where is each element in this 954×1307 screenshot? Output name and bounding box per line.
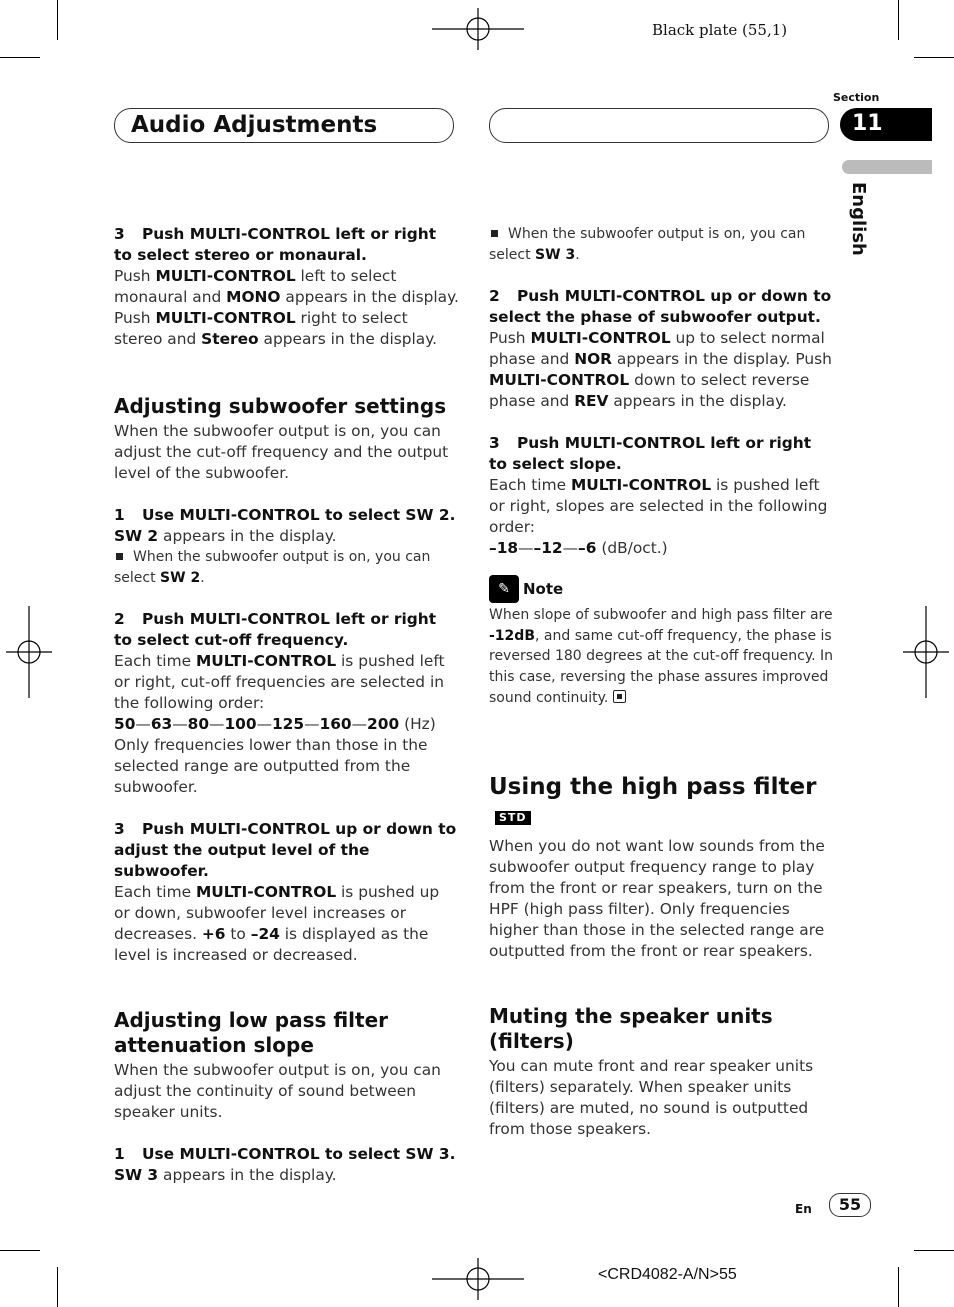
crop-mark: [898, 1267, 899, 1307]
slope-sequence: –18—–12—–6 (dB/oct.): [489, 539, 668, 558]
section-label: Section: [833, 91, 880, 104]
page-number-box: [829, 1193, 871, 1217]
step-heading: 3 Push MULTI-CONTROL left or right to select slope.: [489, 434, 812, 474]
language-label: English: [848, 182, 869, 256]
step-body: Each time MULTI-CONTROL is pushed up or down, subwoofer level increases or decreases. +6 to –24 is displayed as the level is increased or decreased.: [114, 883, 440, 965]
footer-language-code: En: [795, 1202, 812, 1216]
right-column: [489, 224, 834, 1140]
note-pencil-icon: ✎: [489, 575, 519, 603]
crop-mark: [57, 0, 58, 40]
crop-mark: [0, 1250, 40, 1251]
registration-mark-icon: [432, 6, 524, 52]
section-heading: Adjusting low pass filter attenuation slope: [114, 1008, 389, 1058]
step-body: Each time MULTI-CONTROL is pushed left or right, cut-off frequencies are selected in the following order:: [114, 652, 445, 713]
step-body: Only frequencies lower than those in the selected range are outputted from the subwoofer.: [114, 736, 428, 797]
crop-mark: [914, 57, 954, 58]
note-header: [489, 575, 834, 603]
bullet-item: When the subwoofer output is on, you can select SW 3.: [489, 226, 806, 263]
crop-mark: [914, 1250, 954, 1251]
std-badge: STD: [495, 811, 531, 825]
section-heading: Muting the speaker units (filters): [489, 1004, 773, 1054]
section-intro: When you do not want low sounds from the subwoofer output frequency range to play from the front or rear speakers, turn on the HPF (high pass filter). Only frequencies higher than those in the selected range are outputted from the front or rear speakers.: [489, 837, 825, 961]
section-intro: When the subwoofer output is on, you can adjust the continuity of sound between speaker units.: [114, 1061, 441, 1122]
registration-mark-icon: [903, 606, 949, 698]
step-heading: 2 Push MULTI-CONTROL left or right to select cut-off frequency.: [114, 610, 437, 650]
step-body: Push MULTI-CONTROL left to select monaural and MONO appears in the display. Push MULTI-CONTROL right to select stereo and Stereo appears in the display.: [114, 267, 459, 348]
frequency-sequence: 50—63—80—100—125—160—200 (Hz): [114, 715, 436, 734]
end-of-section-icon: [613, 690, 626, 703]
page-number: 55: [838, 1195, 862, 1214]
registration-mark-icon: [6, 606, 52, 698]
section-intro: You can mute front and rear speaker units (filters) separately. When speaker units (filters) are muted, no sound is outputted from those speakers.: [489, 1057, 814, 1139]
step-heading: 2 Push MULTI-CONTROL up or down to select the phase of subwoofer output.: [489, 287, 832, 327]
left-column: [114, 224, 459, 1186]
section-intro: When the subwoofer output is on, you can adjust the cut-off frequency and the output level of the subwoofer.: [114, 422, 449, 482]
note-body: When slope of subwoofer and high pass filter are -12dB, and same cut-off frequency, the phase is reversed 180 degrees at the cut-off frequency. In this case, reversing the phase assures improved sound continuity.: [489, 607, 834, 706]
section-heading: Using the high pass filterSTD: [489, 774, 817, 825]
document-code: <CRD4082-A/N>55: [598, 1266, 737, 1283]
registration-mark-icon: [432, 1256, 524, 1302]
step-heading: 1 Use MULTI-CONTROL to select SW 2.: [114, 506, 456, 524]
step-heading: 3 Push MULTI-CONTROL up or down to adjust the output level of the subwoofer.: [114, 820, 457, 881]
crop-mark: [898, 0, 899, 40]
chapter-title: Audio Adjustments: [131, 112, 378, 138]
chapter-title-box: [114, 108, 454, 143]
crop-mark: [57, 1267, 58, 1307]
section-number-tab: [840, 108, 932, 141]
step-body: SW 2 appears in the display.: [114, 527, 337, 545]
crop-mark: [0, 57, 40, 58]
step-body: Each time MULTI-CONTROL is pushed left or right, slopes are selected in the following order:: [489, 476, 828, 537]
plate-label: Black plate (55,1): [652, 21, 788, 39]
note-label: Note: [523, 579, 564, 598]
bullet-item: When the subwoofer output is on, you can select SW 2.: [114, 549, 431, 586]
language-tab-bar: [842, 160, 932, 174]
step-body: SW 3 appears in the display.: [114, 1166, 337, 1185]
step-heading: 1 Use MULTI-CONTROL to select SW 3.: [114, 1145, 456, 1164]
header-empty-box: [489, 108, 829, 143]
step-heading: 3 Push MULTI-CONTROL left or right to select stereo or monaural.: [114, 225, 437, 264]
section-number: 11: [852, 111, 883, 136]
step-body: Push MULTI-CONTROL up to select normal phase and NOR appears in the display. Push MULTI-CONTROL down to select reverse phase and REV appears in the display.: [489, 329, 832, 411]
section-heading: Adjusting subwoofer settings: [114, 394, 447, 418]
